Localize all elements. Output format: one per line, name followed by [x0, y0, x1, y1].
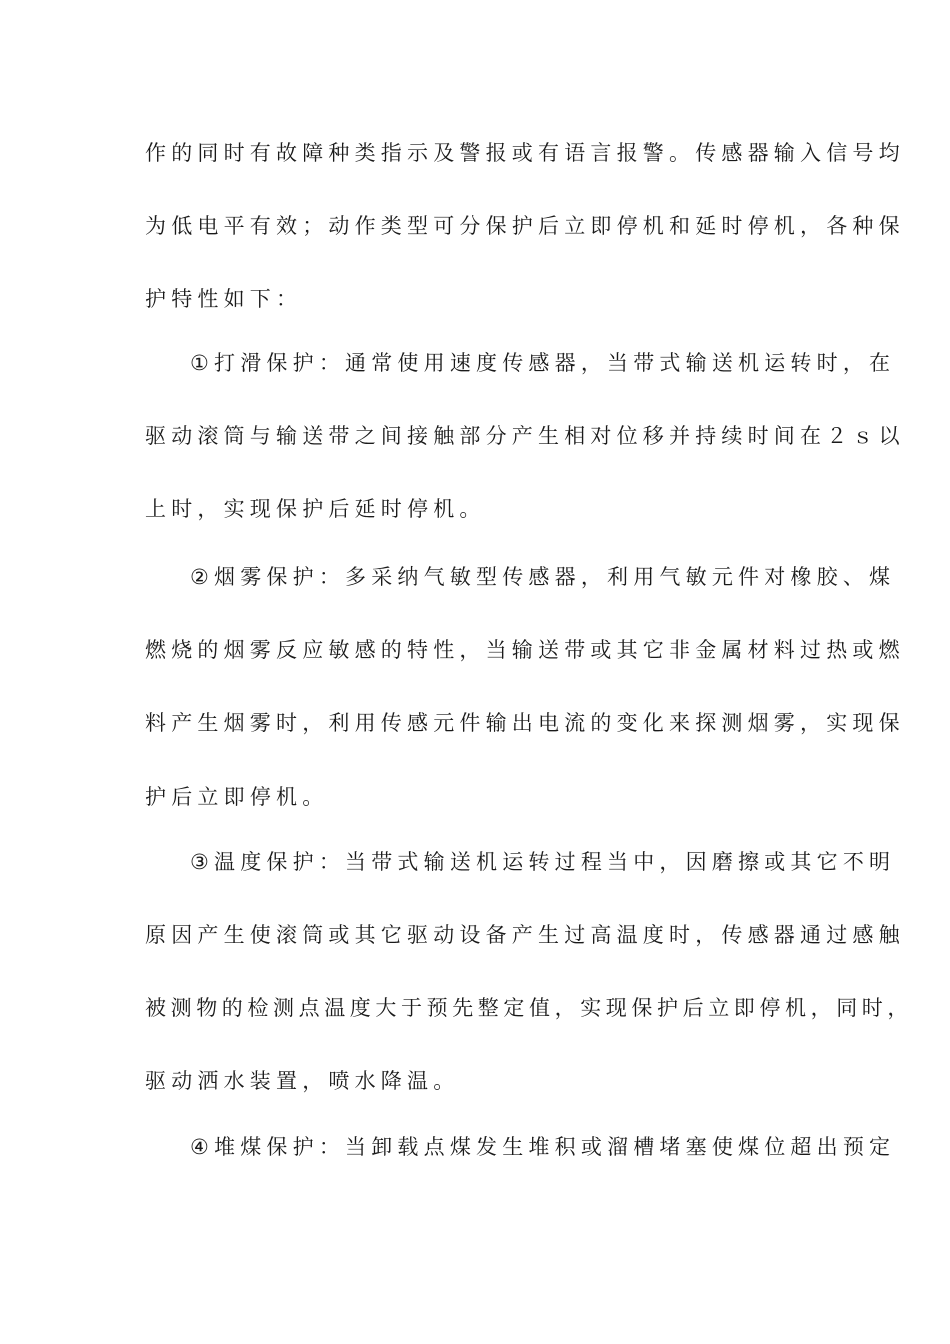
text-line-12: 原因产生使滚筒或其它驱动设备产生过高温度时，传感器通过感触	[145, 923, 905, 947]
text-line-8: 燃烧的烟雾反应敏感的特性，当输送带或其它非金属材料过热或燃	[145, 638, 905, 662]
text-line-5: 驱动滚筒与输送带之间接触部分产生相对位移并持续时间在２ｓ以	[145, 424, 905, 448]
text-line-3: 护特性如下：	[145, 287, 303, 311]
text-line-7: ②烟雾保护：多采纳气敏型传感器，利用气敏元件对橡胶、煤	[190, 565, 896, 589]
text-line-11: ③温度保护：当带式输送机运转过程当中，因磨擦或其它不明	[190, 850, 896, 874]
text-line-4: ①打滑保护：通常使用速度传感器，当带式输送机运转时，在	[190, 351, 896, 375]
text-line-15: ④堆煤保护：当卸载点煤发生堆积或溜槽堵塞使煤位超出预定	[190, 1135, 896, 1159]
text-line-2: 为低电平有效；动作类型可分保护后立即停机和延时停机，各种保	[145, 214, 905, 238]
text-line-9: 料产生烟雾时，利用传感元件输出电流的变化来探测烟雾，实现保	[145, 711, 905, 735]
text-line-10: 护后立即停机。	[145, 785, 329, 809]
text-line-13: 被测物的检测点温度大于预先整定值，实现保护后立即停机，同时，	[145, 996, 913, 1020]
text-line-1: 作的同时有故障种类指示及警报或有语言报警。传感器输入信号均	[145, 141, 905, 165]
text-line-14: 驱动洒水装置，喷水降温。	[145, 1069, 460, 1093]
text-line-6: 上时，实现保护后延时停机。	[145, 497, 486, 521]
